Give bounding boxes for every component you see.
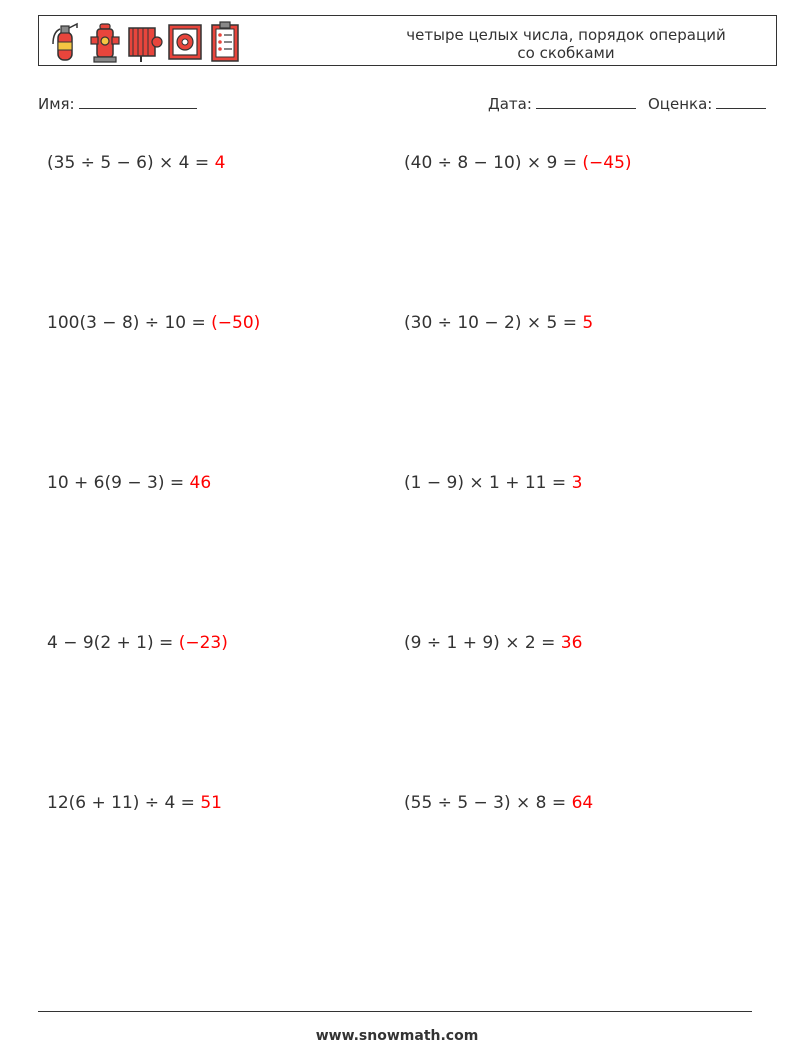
problem-expression: (40 ÷ 8 − 10) × 9 =	[404, 153, 583, 173]
problem-answer: 3	[571, 473, 583, 493]
problem-3	[47, 312, 260, 334]
problem-answer: 46	[189, 473, 212, 493]
name-label: Имя:	[38, 95, 75, 113]
problem-8	[404, 632, 582, 654]
problem-9	[47, 792, 222, 814]
problem-5	[47, 472, 211, 494]
problem-2	[404, 152, 632, 174]
title-line-1: четыре целых числа, порядок операций	[406, 26, 726, 44]
title-line-2: со скобками	[517, 44, 615, 62]
problem-expression: 12(6 + 11) ÷ 4 =	[47, 793, 201, 813]
worksheet-header	[38, 15, 777, 66]
problem-7	[47, 632, 228, 654]
grade-field	[648, 94, 766, 114]
problem-expression: (35 ÷ 5 − 6) × 4 =	[47, 153, 215, 173]
problem-1	[47, 152, 225, 174]
fire-extinguisher-icon	[47, 20, 83, 64]
problem-expression: (30 ÷ 10 − 2) × 5 =	[404, 313, 583, 333]
fire-alarm-icon	[167, 20, 203, 64]
problem-answer: (−45)	[582, 153, 632, 173]
name-blank	[79, 94, 197, 109]
worksheet-title	[376, 26, 756, 62]
problem-expression: (55 ÷ 5 − 3) × 8 =	[404, 793, 572, 813]
problem-answer: (−50)	[211, 313, 261, 333]
date-label: Дата:	[488, 95, 532, 113]
grade-label: Оценка:	[648, 95, 713, 113]
problem-answer: 5	[582, 313, 594, 333]
problem-expression: (1 − 9) × 1 + 11 =	[404, 473, 572, 493]
problem-answer: 64	[571, 793, 594, 813]
footer-url: www.snowmath.com	[315, 1028, 479, 1044]
problem-6	[404, 472, 582, 494]
problem-4	[404, 312, 593, 334]
date-blank	[536, 94, 636, 109]
name-field	[38, 94, 197, 114]
problem-10	[404, 792, 593, 814]
problem-expression: 4 − 9(2 + 1) =	[47, 633, 179, 653]
grade-blank	[716, 94, 766, 109]
problem-answer: 36	[560, 633, 583, 653]
problem-expression: 100(3 − 8) ÷ 10 =	[47, 313, 212, 333]
fire-hydrant-icon	[87, 20, 123, 64]
date-field	[488, 94, 636, 114]
hose-reel-icon	[127, 20, 163, 64]
footer-divider	[38, 1011, 752, 1012]
problem-answer: 4	[214, 153, 226, 173]
problem-expression: (9 ÷ 1 + 9) × 2 =	[404, 633, 561, 653]
problem-answer: 51	[200, 793, 222, 813]
header-icons	[47, 20, 243, 64]
checklist-icon	[207, 20, 243, 64]
problem-expression: 10 + 6(9 − 3) =	[47, 473, 190, 493]
problem-answer: (−23)	[178, 633, 228, 653]
